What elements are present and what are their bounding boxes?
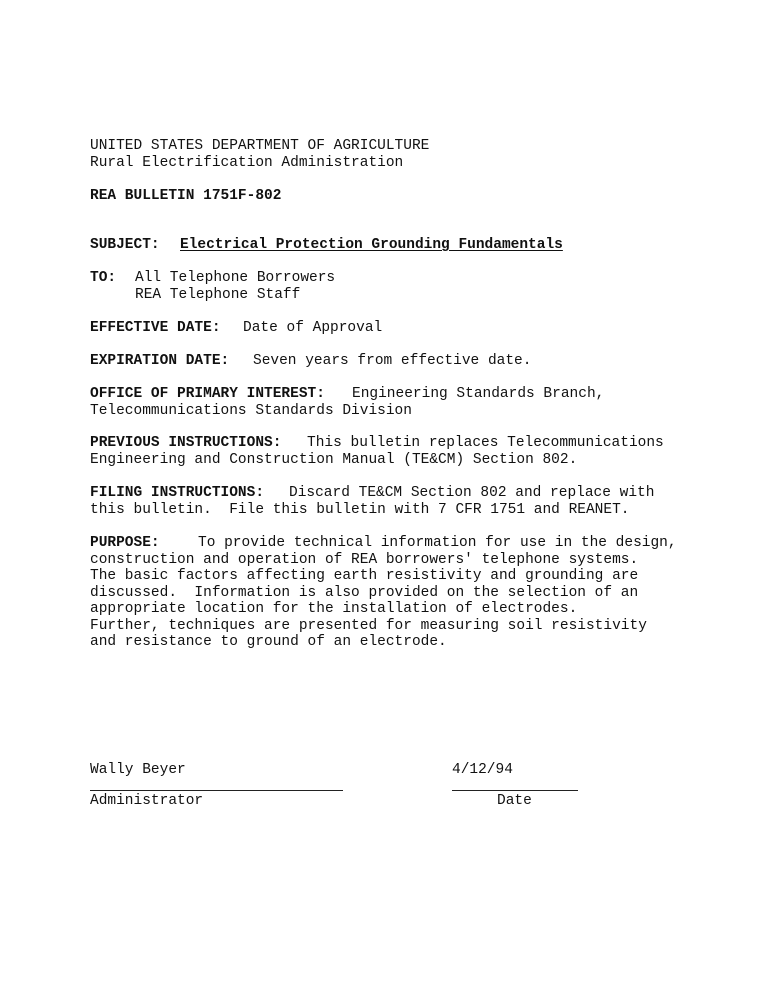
signature-name: Wally Beyer: [90, 762, 186, 778]
subject-value: Electrical Protection Grounding Fundamentals: [180, 237, 563, 253]
approval-date: 4/12/94: [452, 762, 513, 778]
to-line-2: REA Telephone Staff: [135, 287, 301, 303]
effective-date-label: EFFECTIVE DATE:: [90, 320, 221, 336]
filing-label: FILING INSTRUCTIONS:: [90, 485, 265, 501]
previous-line-2: Engineering and Construction Manual (TE&CM) Section 802.: [90, 452, 578, 468]
agency-name: Rural Electrification Administration: [90, 155, 404, 171]
previous-row: [90, 435, 664, 452]
subject-row: [90, 237, 563, 254]
purpose-label: PURPOSE:: [90, 535, 160, 551]
purpose-line-4: discussed. Information is also provided on the selection of an: [90, 585, 639, 601]
previous-line-1: This bulletin replaces Telecommunications: [307, 435, 664, 451]
to-row: [90, 270, 336, 287]
expiration-date-row: [90, 353, 532, 370]
filing-row: [90, 485, 655, 502]
filing-line-1: Discard TE&CM Section 802 and replace with: [289, 485, 655, 501]
purpose-line-3: The basic factors affecting earth resistivity and grounding are: [90, 568, 639, 584]
subject-label: SUBJECT:: [90, 237, 160, 253]
to-label: TO:: [90, 270, 117, 286]
purpose-line-7: and resistance to ground of an electrode.: [90, 634, 447, 650]
purpose-row: [90, 535, 677, 552]
expiration-date-label: EXPIRATION DATE:: [90, 353, 230, 369]
to-line-1: All Telephone Borrowers: [135, 270, 336, 286]
signature-title: Administrator: [90, 793, 204, 809]
office-line-1: Engineering Standards Branch,: [352, 386, 605, 402]
department-name: UNITED STATES DEPARTMENT OF AGRICULTURE: [90, 138, 430, 154]
purpose-line-5: appropriate location for the installation of electrodes.: [90, 601, 578, 617]
date-line: [452, 790, 578, 791]
filing-line-2: this bulletin. File this bulletin with 7 CFR 1751 and REANET.: [90, 502, 630, 518]
office-label: OFFICE OF PRIMARY INTEREST:: [90, 386, 325, 402]
effective-date-value: Date of Approval: [243, 320, 383, 336]
bulletin-number: REA BULLETIN 1751F-802: [90, 188, 282, 204]
office-line-2: Telecommunications Standards Division: [90, 403, 412, 419]
effective-date-row: [90, 320, 383, 337]
expiration-date-value: Seven years from effective date.: [253, 353, 532, 369]
office-row: [90, 386, 605, 403]
purpose-line-6: Further, techniques are presented for measuring soil resistivity: [90, 618, 647, 634]
purpose-line-1: To provide technical information for use in the design,: [198, 535, 677, 551]
previous-label: PREVIOUS INSTRUCTIONS:: [90, 435, 282, 451]
date-label: Date: [497, 793, 532, 809]
purpose-line-2: construction and operation of REA borrowers' telephone systems.: [90, 552, 639, 568]
signature-line: [90, 790, 343, 791]
